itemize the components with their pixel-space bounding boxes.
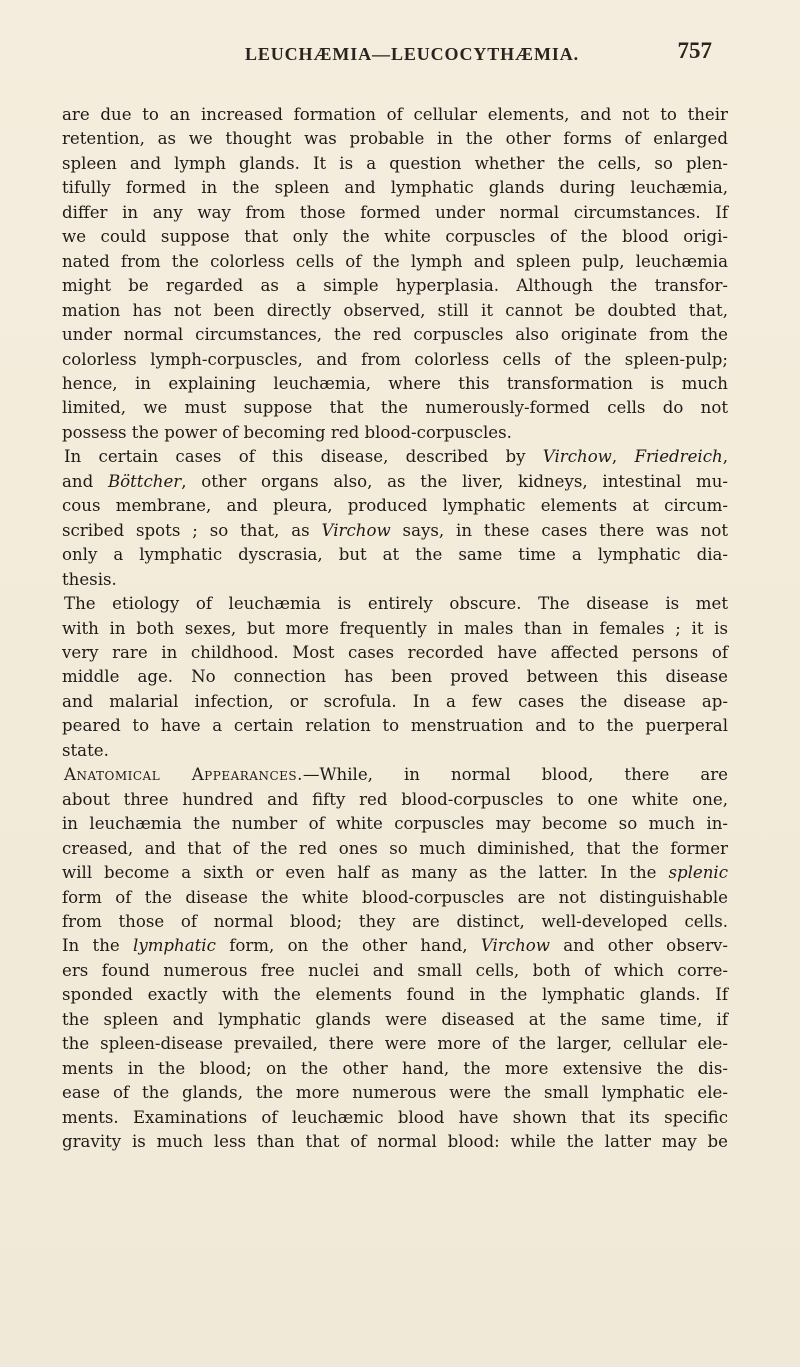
text-line: possess the power of becoming red blood-corpuscles. bbox=[62, 422, 512, 442]
text-line: ments in the blood; on the other hand, the more extensive the dis- bbox=[62, 1058, 728, 1078]
text-line: The etiology of leuchæmia is entirely obscure. The disease is met bbox=[64, 594, 728, 614]
author-name: Virchow bbox=[480, 936, 550, 956]
text-line: tifully formed in the spleen and lymphatic glands during leuchæmia, bbox=[62, 178, 728, 198]
text-line: gravity is much less than that of normal blood: while the latter may be bbox=[62, 1132, 728, 1152]
text-segment: and other observ- bbox=[549, 936, 729, 956]
text-line: in leuchæmia the number of white corpuscles may become so much in- bbox=[62, 814, 728, 834]
text-line: hence, in explaining leuchæmia, where this transformation is much bbox=[62, 373, 728, 393]
text-segment: and bbox=[62, 471, 108, 491]
section-heading: Anatomical Appearances. bbox=[64, 765, 303, 785]
text-line: sponded exactly with the elements found in the lymphatic glands. If bbox=[62, 985, 728, 1005]
text-line: nated from the colorless cells of the lymph and spleen pulp, leuchæmia bbox=[62, 251, 728, 271]
text-line bbox=[62, 861, 728, 885]
text-line bbox=[62, 445, 728, 469]
author-name: Friedreich bbox=[634, 447, 723, 467]
text-line: very rare in childhood. Most cases recorded have affected persons of bbox=[62, 642, 728, 662]
author-name: Virchow bbox=[321, 520, 391, 540]
text-line: from those of normal blood; they are distinct, well-developed cells. bbox=[62, 911, 728, 931]
text-line: the spleen-disease prevailed, there were more of the larger, cellular ele- bbox=[62, 1034, 728, 1054]
text-line: form of the disease the white blood-corpuscles are not distinguishable bbox=[62, 887, 728, 907]
text-segment: , bbox=[611, 447, 635, 467]
text-line: differ in any way from those formed under normal circumstances. If bbox=[62, 202, 728, 222]
body-text bbox=[62, 103, 728, 1154]
text-line: ments. Examinations of leuchæmic blood have shown that its specific bbox=[62, 1107, 728, 1127]
emphasis-term: lymphatic bbox=[133, 936, 216, 956]
text-line: are due to an increased formation of cellular elements, and not to their bbox=[62, 105, 728, 124]
text-segment: scribed spots ; so that, as bbox=[62, 520, 322, 540]
text-line: peared to have a certain relation to menstruation and to the puerperal bbox=[62, 716, 728, 736]
text-line bbox=[62, 763, 728, 787]
text-line: spleen and lymph glands. It is a question whether the cells, so plen- bbox=[62, 153, 728, 173]
text-line: only a lymphatic dyscrasia, but at the same time a lymphatic dia- bbox=[62, 545, 728, 565]
text-line: middle age. No connection has been proved between this disease bbox=[62, 667, 728, 687]
text-line: might be regarded as a simple hyperplasia. Although the transfor- bbox=[62, 276, 728, 296]
text-segment: —While, in normal blood, there are bbox=[302, 765, 728, 785]
running-title: LEUCHÆMIA—LEUCOCYTHÆMIA. bbox=[244, 44, 580, 64]
page-number: 757 bbox=[677, 38, 712, 63]
text-segment: In the bbox=[62, 936, 134, 956]
author-name: Böttcher bbox=[107, 471, 182, 491]
text-line bbox=[62, 470, 728, 494]
text-line: limited, we must suppose that the numerously-formed cells do not bbox=[62, 398, 728, 418]
text-segment: says, in these cases there was not bbox=[390, 520, 728, 540]
text-segment: will become a sixth or even half as many as the latter. In the bbox=[62, 863, 669, 883]
text-line: mation has not been directly observed, still it cannot be doubted that, bbox=[62, 300, 728, 320]
text-line: under normal circumstances, the red corpuscles also originate from the bbox=[62, 325, 728, 345]
page-header bbox=[0, 36, 800, 76]
text-line bbox=[62, 934, 728, 958]
text-segment: form, on the other hand, bbox=[215, 936, 481, 956]
text-line: retention, as we thought was probable in the other forms of enlarged bbox=[62, 129, 728, 149]
text-segment: , other organs also, as the liver, kidneys, intestinal mu- bbox=[181, 471, 728, 491]
text-segment: In certain cases of this disease, described by bbox=[64, 447, 543, 467]
author-name: Virchow bbox=[542, 447, 612, 467]
emphasis-term: splenic bbox=[668, 863, 728, 883]
text-line: ease of the glands, the more numerous were the small lymphatic ele- bbox=[62, 1083, 728, 1103]
text-line: creased, and that of the red ones so much diminished, that the former bbox=[62, 838, 728, 858]
text-line: thesis. bbox=[62, 569, 117, 589]
text-line: cous membrane, and pleura, produced lymphatic elements at circum- bbox=[62, 496, 728, 516]
text-line: and malarial infection, or scrofula. In a few cases the disease ap- bbox=[62, 691, 728, 711]
text-line: we could suppose that only the white corpuscles of the blood origi- bbox=[62, 227, 728, 247]
text-line: about three hundred and fifty red blood-corpuscles to one white one, bbox=[62, 789, 728, 809]
text-segment: , bbox=[722, 447, 728, 467]
text-line: colorless lymph-corpuscles, and from colorless cells of the spleen-pulp; bbox=[62, 349, 728, 369]
text-line bbox=[62, 519, 728, 543]
text-line: ers found numerous free nuclei and small cells, both of which corre- bbox=[62, 960, 728, 980]
text-line: state. bbox=[62, 740, 109, 760]
text-line: the spleen and lymphatic glands were diseased at the same time, if bbox=[62, 1009, 728, 1029]
text-line: with in both sexes, but more frequently in males than in females ; it is bbox=[62, 618, 728, 638]
